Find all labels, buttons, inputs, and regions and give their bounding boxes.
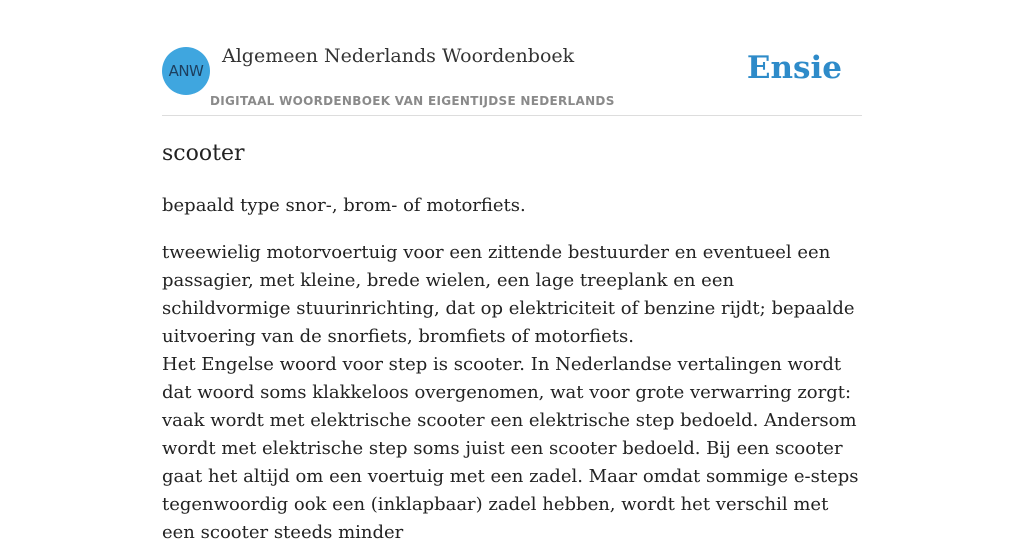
site-subtitle: DIGITAAL WOORDENBOEK VAN EIGENTIJDSE NEDERLANDS bbox=[210, 94, 615, 108]
entry-headword: scooter bbox=[162, 141, 245, 166]
anw-logo[interactable]: ANW bbox=[162, 47, 210, 95]
site-title[interactable]: Algemeen Nederlands Woordenboek bbox=[222, 45, 575, 67]
entry-content bbox=[162, 138, 862, 547]
full-definition: tweewielig motorvoertuig voor een zittende bestuurder en eventueel een passagier, met kleine, brede wielen, een lage treeplank en een schildvormige stuurinrichting, dat op elektriciteit of benzine rijdt; bepaalde uitvoering van de snorfiets, bromfiets of motorfiets. bbox=[162, 242, 855, 347]
usage-note: Het Engelse woord voor step is scooter. In Nederlandse vertalingen wordt dat woord soms klakkeloos overgenomen, wat voor grote verwarring zorgt: vaak wordt met elektrische scooter een elektrische step bedoeld. Andersom wordt met elektrische step soms juist een scooter bedoeld. Bij een scooter gaat het altijd om een voertuig met een zadel. Maar omdat sommige e-steps tegenwoordig ook een (inklapbaar) zadel hebben, wordt het verschil met een scooter steeds minder bbox=[162, 354, 859, 543]
ensie-brand-link[interactable]: Ensie bbox=[746, 50, 842, 86]
site-header bbox=[162, 0, 862, 116]
short-definition: bepaald type snor-, brom- of motorfiets. bbox=[162, 195, 526, 216]
